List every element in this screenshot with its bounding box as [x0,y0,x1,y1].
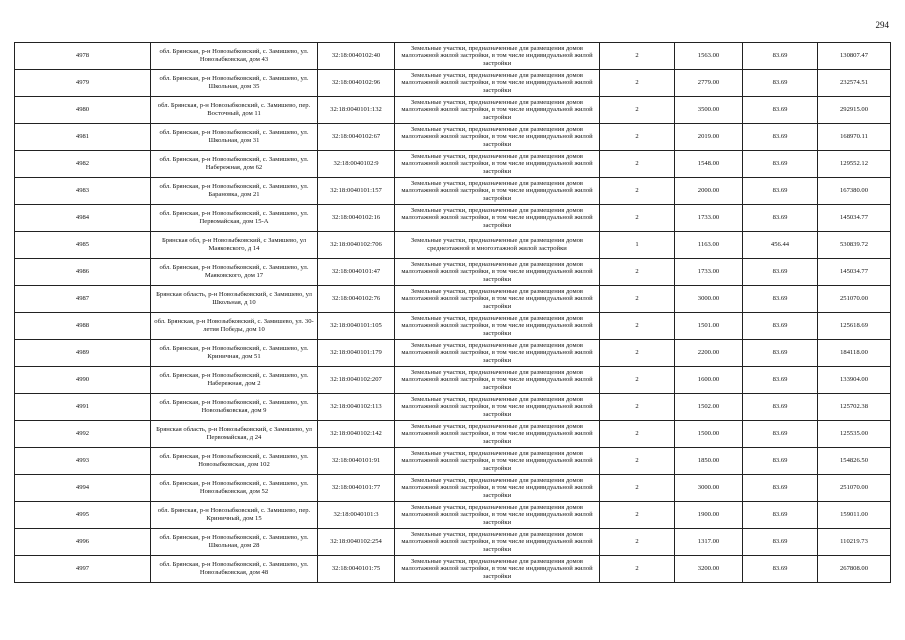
specific-value-cell: 83.69 [743,421,818,448]
address-cell: Брянская область, р-н Новозыбковский, с Замишево, ул Школьная, д 10 [151,286,318,313]
land-use-cell: Земельные участки, предназначенные для размещения домов малоэтажной жилой застройки, в том числе индивидуальной жилой застройки [395,205,600,232]
group-number-cell: 2 [600,259,675,286]
cadastral-value-cell: 125702.38 [818,394,891,421]
specific-value-cell: 83.69 [743,205,818,232]
row-number: 4980 [15,97,151,124]
area-cell: 3000.00 [675,286,743,313]
cadastral-number-cell: 32:18:0040101:3 [318,502,395,529]
cadastral-number-cell: 32:18:0040101:132 [318,97,395,124]
address-cell: обл. Брянская, р-н Новозыбковский, с. Замишево, ул. Новозыбковская, дом 9 [151,394,318,421]
group-number-cell: 2 [600,313,675,340]
cadastral-value-cell: 130807.47 [818,43,891,70]
cadastral-number-cell: 32:18:0040102:16 [318,205,395,232]
cadastral-value-cell: 251070.00 [818,475,891,502]
group-number-cell: 2 [600,286,675,313]
table-row [15,448,891,475]
table-row [15,313,891,340]
specific-value-cell: 83.69 [743,97,818,124]
land-use-cell: Земельные участки, предназначенные для размещения домов малоэтажной жилой застройки, в том числе индивидуальной жилой застройки [395,313,600,340]
land-use-cell: Земельные участки, предназначенные для размещения домов малоэтажной жилой застройки, в том числе индивидуальной жилой застройки [395,70,600,97]
specific-value-cell: 83.69 [743,43,818,70]
area-cell: 1548.00 [675,151,743,178]
address-cell: обл. Брянская, р-н Новозыбковский, с. Замишево, ул. Новозыбковская, дом 52 [151,475,318,502]
specific-value-cell: 83.69 [743,124,818,151]
area-cell: 3200.00 [675,556,743,583]
table-row [15,529,891,556]
group-number-cell: 2 [600,97,675,124]
cadastral-value-table [14,42,891,583]
specific-value-cell: 456.44 [743,232,818,259]
area-cell: 2000.00 [675,178,743,205]
address-cell: обл. Брянская, р-н Новозыбковский, с. Замишево, ул. Новозыбковская, дом 43 [151,43,318,70]
cadastral-number-cell: 32:18:0040101:75 [318,556,395,583]
area-cell: 2019.00 [675,124,743,151]
table-row [15,475,891,502]
specific-value-cell: 83.69 [743,556,818,583]
address-cell: Брянская обл, р-н Новозыбковский, с Замишево, ул Маяковского, д 14 [151,232,318,259]
area-cell: 1501.00 [675,313,743,340]
address-cell: обл. Брянская, р-н Новозыбковский, с. Замишево, ул. Криничная, дом 51 [151,340,318,367]
specific-value-cell: 83.69 [743,448,818,475]
page-number: 294 [875,20,889,30]
table-row [15,151,891,178]
table-row [15,97,891,124]
group-number-cell: 2 [600,556,675,583]
table-row [15,178,891,205]
table-row [15,205,891,232]
area-cell: 1600.00 [675,367,743,394]
address-cell: обл. Брянская, р-н Новозыбковский, с. Замишево, ул. 30-летия Победы, дом 10 [151,313,318,340]
area-cell: 1900.00 [675,502,743,529]
land-use-cell: Земельные участки, предназначенные для размещения домов малоэтажной жилой застройки, в том числе индивидуальной жилой застройки [395,421,600,448]
cadastral-value-cell: 530839.72 [818,232,891,259]
table-row [15,232,891,259]
row-number: 4992 [15,421,151,448]
table-row [15,70,891,97]
cadastral-value-cell: 167380.00 [818,178,891,205]
cadastral-number-cell: 32:18:0040102:76 [318,286,395,313]
group-number-cell: 2 [600,340,675,367]
table-row [15,556,891,583]
group-number-cell: 2 [600,502,675,529]
group-number-cell: 2 [600,394,675,421]
land-use-cell: Земельные участки, предназначенные для размещения домов малоэтажной жилой застройки, в том числе индивидуальной жилой застройки [395,394,600,421]
cadastral-value-cell: 159011.00 [818,502,891,529]
cadastral-value-cell: 292915.00 [818,97,891,124]
group-number-cell: 2 [600,448,675,475]
specific-value-cell: 83.69 [743,367,818,394]
address-cell: обл. Брянская, р-н Новозыбковский, с. Замишево, ул. Новозыбковская, дом 102 [151,448,318,475]
cadastral-number-cell: 32:18:0040102:96 [318,70,395,97]
land-use-cell: Земельные участки, предназначенные для размещения домов малоэтажной жилой застройки, в том числе индивидуальной жилой застройки [395,43,600,70]
area-cell: 2200.00 [675,340,743,367]
table-row [15,43,891,70]
cadastral-value-cell: 232574.51 [818,70,891,97]
row-number: 4986 [15,259,151,286]
land-use-cell: Земельные участки, предназначенные для размещения домов малоэтажной жилой застройки, в том числе индивидуальной жилой застройки [395,151,600,178]
cadastral-value-cell: 110219.73 [818,529,891,556]
row-number: 4989 [15,340,151,367]
specific-value-cell: 83.69 [743,340,818,367]
group-number-cell: 2 [600,205,675,232]
specific-value-cell: 83.69 [743,394,818,421]
cadastral-value-cell: 251070.00 [818,286,891,313]
row-number: 4996 [15,529,151,556]
cadastral-number-cell: 32:18:0040101:105 [318,313,395,340]
cadastral-number-cell: 32:18:0040102:207 [318,367,395,394]
area-cell: 3500.00 [675,97,743,124]
address-cell: обл. Брянская, р-н Новозыбковский, с. Замишево, ул. Барановка, дом 21 [151,178,318,205]
row-number: 4984 [15,205,151,232]
specific-value-cell: 83.69 [743,151,818,178]
land-use-cell: Земельные участки, предназначенные для размещения домов среднеэтажной и многоэтажной жилой застройки [395,232,600,259]
address-cell: обл. Брянская, р-н Новозыбковский, с. Замишево, ул. Новозыбковская, дом 48 [151,556,318,583]
cadastral-number-cell: 32:18:0040101:179 [318,340,395,367]
cadastral-number-cell: 32:18:0040102:67 [318,124,395,151]
group-number-cell: 2 [600,529,675,556]
address-cell: обл. Брянская, р-н Новозыбковский, с. Замишево, ул. Школьная, дом 28 [151,529,318,556]
row-number: 4990 [15,367,151,394]
area-cell: 3000.00 [675,475,743,502]
area-cell: 1733.00 [675,259,743,286]
group-number-cell: 2 [600,178,675,205]
row-number: 4983 [15,178,151,205]
land-use-cell: Земельные участки, предназначенные для размещения домов малоэтажной жилой застройки, в том числе индивидуальной жилой застройки [395,556,600,583]
group-number-cell: 2 [600,367,675,394]
area-cell: 2779.00 [675,70,743,97]
cadastral-number-cell: 32:18:0040102:254 [318,529,395,556]
cadastral-number-cell: 32:18:0040101:91 [318,448,395,475]
address-cell: обл. Брянская, р-н Новозыбковский, с. Замишево, пер. Криничный, дом 15 [151,502,318,529]
table-row [15,340,891,367]
row-number: 4978 [15,43,151,70]
area-cell: 1850.00 [675,448,743,475]
table-body [15,43,891,583]
area-cell: 1733.00 [675,205,743,232]
table-row [15,421,891,448]
specific-value-cell: 83.69 [743,313,818,340]
land-use-cell: Земельные участки, предназначенные для размещения домов малоэтажной жилой застройки, в том числе индивидуальной жилой застройки [395,178,600,205]
specific-value-cell: 83.69 [743,502,818,529]
cadastral-value-cell: 129552.12 [818,151,891,178]
row-number: 4982 [15,151,151,178]
row-number: 4997 [15,556,151,583]
group-number-cell: 2 [600,475,675,502]
cadastral-number-cell: 32:18:0040101:77 [318,475,395,502]
table-row [15,367,891,394]
cadastral-value-cell: 184118.00 [818,340,891,367]
address-cell: обл. Брянская, р-н Новозыбковский, с. Замишево, ул. Школьная, дом 35 [151,70,318,97]
address-cell: обл. Брянская, р-н Новозыбковский, с. Замишево, ул. Набережная, дом 62 [151,151,318,178]
group-number-cell: 2 [600,43,675,70]
address-cell: Брянская область, р-н Новозыбковский, с Замишево, ул Первомайская, д 24 [151,421,318,448]
row-number: 4979 [15,70,151,97]
area-cell: 1500.00 [675,421,743,448]
land-use-cell: Земельные участки, предназначенные для размещения домов малоэтажной жилой застройки, в том числе индивидуальной жилой застройки [395,448,600,475]
cadastral-number-cell: 32:18:0040101:47 [318,259,395,286]
land-use-cell: Земельные участки, предназначенные для размещения домов малоэтажной жилой застройки, в том числе индивидуальной жилой застройки [395,97,600,124]
specific-value-cell: 83.69 [743,529,818,556]
table-row [15,259,891,286]
cadastral-value-cell: 125618.69 [818,313,891,340]
cadastral-number-cell: 32:18:0040102:40 [318,43,395,70]
address-cell: обл. Брянская, р-н Новозыбковский, с. Замишево, ул. Первомайская, дом 15-А [151,205,318,232]
address-cell: обл. Брянская, р-н Новозыбковский, с. Замишево, ул. Маяковского, дом 17 [151,259,318,286]
cadastral-number-cell: 32:18:0040102:9 [318,151,395,178]
row-number: 4987 [15,286,151,313]
table-row [15,286,891,313]
cadastral-value-cell: 145034.77 [818,205,891,232]
cadastral-number-cell: 32:18:0040102:706 [318,232,395,259]
row-number: 4988 [15,313,151,340]
table-row [15,394,891,421]
address-cell: обл. Брянская, р-н Новозыбковский, с. Замишево, ул. Школьная, дом 31 [151,124,318,151]
row-number: 4994 [15,475,151,502]
cadastral-value-cell: 168970.11 [818,124,891,151]
area-cell: 1163.00 [675,232,743,259]
group-number-cell: 2 [600,421,675,448]
land-use-cell: Земельные участки, предназначенные для размещения домов малоэтажной жилой застройки, в том числе индивидуальной жилой застройки [395,367,600,394]
specific-value-cell: 83.69 [743,259,818,286]
cadastral-number-cell: 32:18:0040101:157 [318,178,395,205]
cadastral-value-cell: 267808.00 [818,556,891,583]
group-number-cell: 2 [600,70,675,97]
area-cell: 1317.00 [675,529,743,556]
cadastral-number-cell: 32:18:0040102:142 [318,421,395,448]
row-number: 4985 [15,232,151,259]
land-use-cell: Земельные участки, предназначенные для размещения домов малоэтажной жилой застройки, в том числе индивидуальной жилой застройки [395,502,600,529]
group-number-cell: 1 [600,232,675,259]
row-number: 4981 [15,124,151,151]
cadastral-number-cell: 32:18:0040102:113 [318,394,395,421]
land-use-cell: Земельные участки, предназначенные для размещения домов малоэтажной жилой застройки, в том числе индивидуальной жилой застройки [395,259,600,286]
address-cell: обл. Брянская, р-н Новозыбковский, с. Замишево, пер. Восточный, дом 11 [151,97,318,124]
group-number-cell: 2 [600,124,675,151]
land-use-cell: Земельные участки, предназначенные для размещения домов малоэтажной жилой застройки, в том числе индивидуальной жилой застройки [395,286,600,313]
cadastral-value-cell: 154826.50 [818,448,891,475]
specific-value-cell: 83.69 [743,475,818,502]
table-row [15,124,891,151]
area-cell: 1502.00 [675,394,743,421]
address-cell: обл. Брянская, р-н Новозыбковский, с. Замишево, ул. Набережная, дом 2 [151,367,318,394]
row-number: 4995 [15,502,151,529]
specific-value-cell: 83.69 [743,286,818,313]
row-number: 4991 [15,394,151,421]
specific-value-cell: 83.69 [743,70,818,97]
group-number-cell: 2 [600,151,675,178]
table-row [15,502,891,529]
cadastral-value-cell: 145034.77 [818,259,891,286]
cadastral-value-cell: 125535.00 [818,421,891,448]
land-use-cell: Земельные участки, предназначенные для размещения домов малоэтажной жилой застройки, в том числе индивидуальной жилой застройки [395,529,600,556]
land-use-cell: Земельные участки, предназначенные для размещения домов малоэтажной жилой застройки, в том числе индивидуальной жилой застройки [395,340,600,367]
specific-value-cell: 83.69 [743,178,818,205]
land-use-cell: Земельные участки, предназначенные для размещения домов малоэтажной жилой застройки, в том числе индивидуальной жилой застройки [395,124,600,151]
row-number: 4993 [15,448,151,475]
area-cell: 1563.00 [675,43,743,70]
land-use-cell: Земельные участки, предназначенные для размещения домов малоэтажной жилой застройки, в том числе индивидуальной жилой застройки [395,475,600,502]
cadastral-value-cell: 133904.00 [818,367,891,394]
